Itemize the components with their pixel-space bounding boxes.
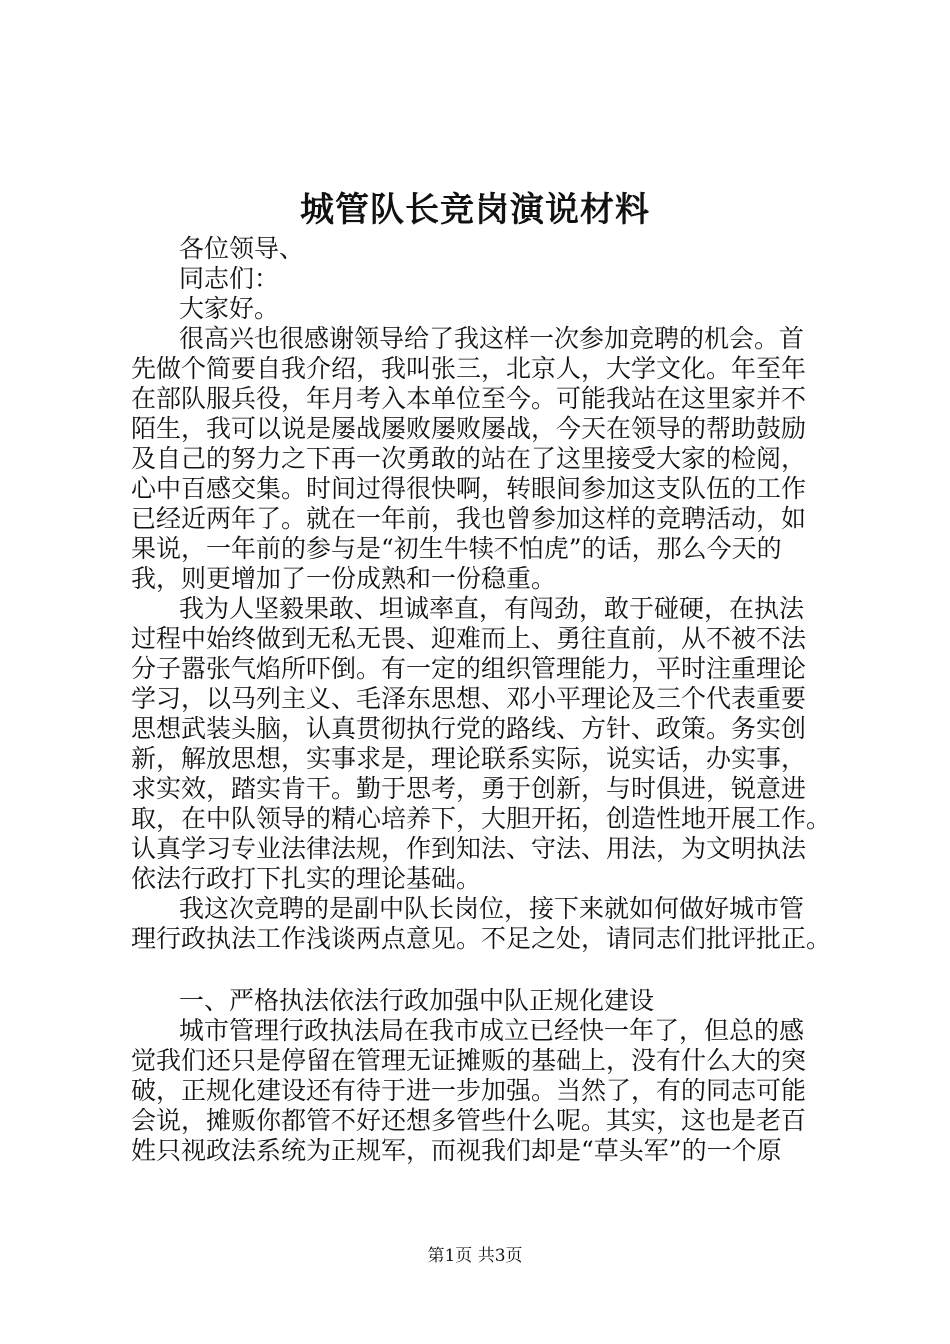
paragraph-line: 破，正规化建设还有待于进一步加强。当然了，有的同志可能 <box>131 1076 807 1105</box>
paragraph-line: 认真学习专业法律法规，作到知法、守法、用法，为文明执法 <box>131 834 807 863</box>
salutation-line: 大家好。 <box>179 294 280 323</box>
paragraph-line: 城市管理行政执法局在我市成立已经快一年了，但总的感 <box>179 1016 805 1045</box>
paragraph-line: 依法行政打下扎实的理论基础。 <box>131 864 482 893</box>
paragraph-line: 分子嚣张气焰所吓倒。有一定的组织管理能力，平时注重理论 <box>131 654 807 683</box>
paragraph-line: 我为人坚毅果敢、坦诚率直，有闯劲，敢于碰硬，在执法 <box>179 594 805 623</box>
paragraph-line: 觉我们还只是停留在管理无证摊贩的基础上，没有什么大的突 <box>131 1046 807 1075</box>
salutation-line: 各位领导、 <box>179 234 305 263</box>
paragraph-line: 在部队服兵役，年月考入本单位至今。可能我站在这里家并不 <box>131 384 807 413</box>
paragraph-line: 陌生，我可以说是屡战屡败屡败屡战，今天在领导的帮助鼓励 <box>131 414 807 443</box>
paragraph-line: 求实效，踏实肯干。勤于思考，勇于创新，与时俱进，锐意进 <box>131 774 807 803</box>
salutation-line: 同志们： <box>179 264 280 293</box>
document-title: 城管队长竞岗演说材料 <box>300 190 650 230</box>
paragraph-line: 会说，摊贩你都管不好还想多管些什么呢。其实，这也是老百 <box>131 1106 807 1135</box>
document-body <box>131 234 831 1166</box>
paragraph-line: 及自己的努力之下再一次勇敢的站在了这里接受大家的检阅， <box>131 444 807 473</box>
paragraph-line: 很高兴也很感谢领导给了我这样一次参加竞聘的机会。首 <box>179 324 805 353</box>
paragraph-line: 理行政执法工作浅谈两点意见。不足之处，请同志们批评批正。 <box>131 924 832 953</box>
paragraph-line: 新，解放思想，实事求是，理论联系实际，说实话，办实事， <box>131 744 807 773</box>
paragraph-line: 我这次竞聘的是副中队长岗位，接下来就如何做好城市管 <box>179 894 805 923</box>
paragraph-line: 果说，一年前的参与是“初生牛犊不怕虎”的话，那么今天的 <box>131 534 782 563</box>
paragraph-line: 已经近两年了。就在一年前，我也曾参加这样的竞聘活动，如 <box>131 504 807 533</box>
paragraph-spacer <box>131 954 831 986</box>
section-heading: 一、严格执法依法行政加强中队正规化建设 <box>179 986 655 1015</box>
paragraph-line: 思想武装头脑，认真贯彻执行党的路线、方针、政策。务实创 <box>131 714 807 743</box>
paragraph-line: 我，则更增加了一份成熟和一份稳重。 <box>131 564 557 593</box>
paragraph-line: 心中百感交集。时间过得很快啊，转眼间参加这支队伍的工作 <box>131 474 807 503</box>
paragraph-line: 先做个简要自我介绍，我叫张三，北京人，大学文化。年至年 <box>131 354 807 383</box>
paragraph-line: 取，在中队领导的精心培养下，大胆开拓，创造性地开展工作。 <box>131 804 832 833</box>
paragraph-line: 姓只视政法系统为正规军，而视我们却是“草头军”的一个原 <box>131 1136 782 1165</box>
page-footer: 第1页 共3页 <box>427 1246 523 1266</box>
paragraph-line: 过程中始终做到无私无畏、迎难而上、勇往直前，从不被不法 <box>131 624 807 653</box>
paragraph-line: 学习，以马列主义、毛泽东思想、邓小平理论及三个代表重要 <box>131 684 807 713</box>
